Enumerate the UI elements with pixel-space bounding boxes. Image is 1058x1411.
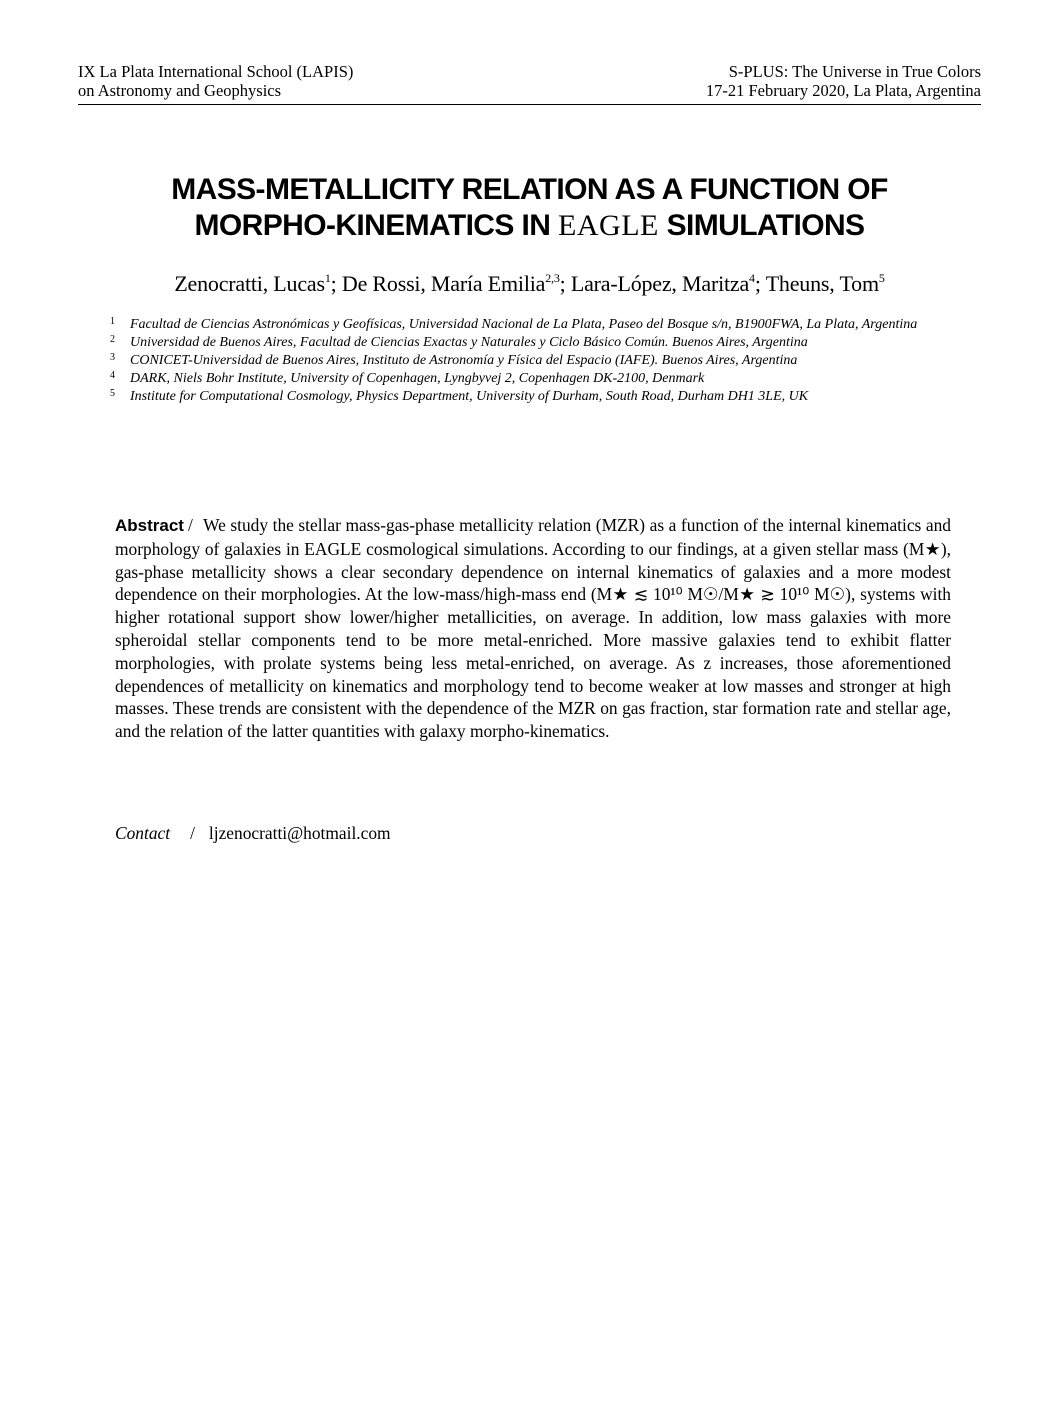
title-line-1: MASS-METALLICITY RELATION AS A FUNCTION OF [171, 173, 888, 206]
author: Theuns, Tom$^5$ [765, 271, 885, 296]
affiliation-item: 1 Facultad de Ciencias Astronómicas y Geofísicas, Universidad Nacional de La Plata, Paseo del Bosque s/n, B1900FWA, La Plata, Argentina [110, 316, 918, 332]
header-date-place: 17-21 February 2020, La Plata, Argentina [705, 81, 981, 100]
author-affil-ref: 2,3 [545, 271, 560, 285]
title-line-2-post: SIMULATIONS [658, 209, 865, 242]
contact-separator: / [190, 823, 195, 843]
contact-label: Contact [115, 823, 171, 843]
header-left [78, 62, 353, 100]
title-line-2 [78, 208, 981, 244]
author-affil-ref: 4 [749, 271, 755, 285]
header-school: IX La Plata International School (LAPIS) [78, 62, 354, 81]
abstract-separator: / [187, 515, 193, 535]
title-eagle: EAGLE [558, 209, 659, 242]
affiliation-item: 4 DARK, Niels Bohr Institute, University of Copenhagen, Lyngbyvej 2, Copenhagen DK-2100, Denmark [110, 370, 705, 386]
title-line-2-pre: MORPHO-KINEMATICS IN [194, 209, 559, 242]
header-event: S-PLUS: The Universe in True Colors [728, 62, 981, 81]
header-school-subtitle: on Astronomy and Geophysics [78, 81, 282, 100]
author-list [78, 270, 981, 298]
paper-title [78, 172, 981, 244]
author: Zenocratti, Lucas$^1$; [174, 271, 342, 296]
running-header [78, 62, 981, 105]
abstract-text: We study the stellar mass-gas-phase metallicity relation (MZR) as a function of the internal kinematics and morphology of galaxies in EAGLE cosmological simulations. According to our findings, at a given stellar mass (M★), gas-phase metallicity shows a clear secondary dependence on internal kinematics of galaxies and a more modest dependence on their morphologies. At the low-mass/high-mass end (M★ ≲ 10¹⁰ M☉/M★ ≳ 10¹⁰ M☉), systems with higher rotational support show lower/higher metallicities, on average. In addition, low mass galaxies with more spheroidal stellar components tend to be more metal-enriched. More massive galaxies tend to exhibit flatter morphologies, with prolate systems being less metal-enriched, on average. As z increases, those aforementioned dependences of metallicity on kinematics and morphology tend to become weaker at low masses and stronger at high masses. These trends are consistent with the dependence of the MZR on gas fraction, star formation rate and stellar age, and the relation of the latter quantities with galaxy morpho-kinematics. [115, 515, 951, 742]
author: Lara-López, Maritza$^4$; [570, 271, 766, 296]
affiliation-item: 2 Universidad de Buenos Aires, Facultad de Ciencias Exactas y Naturales y Ciclo Básico Común. Buenos Aires, Argentina [110, 334, 808, 350]
author-affil-ref: 5 [878, 271, 885, 285]
affiliation-list [110, 316, 952, 406]
abstract [115, 514, 951, 743]
author-affil-ref: 1 [324, 271, 331, 285]
header-right [706, 62, 981, 100]
affiliation-item: 3 CONICET-Universidad de Buenos Aires, Instituto de Astronomía y Física del Espacio (IAFE). Buenos Aires, Argentina [110, 352, 798, 368]
contact-email[interactable]: ljzenocratti@hotmail.com [208, 823, 391, 843]
author: De Rossi, María Emilia$^{2,3}$; [341, 271, 571, 296]
contact-line [115, 822, 391, 844]
abstract-label: Abstract [115, 516, 184, 535]
affiliation-item: 5 Institute for Computational Cosmology, Physics Department, University of Durham, South Road, Durham DH1 3LE, UK [110, 388, 809, 404]
